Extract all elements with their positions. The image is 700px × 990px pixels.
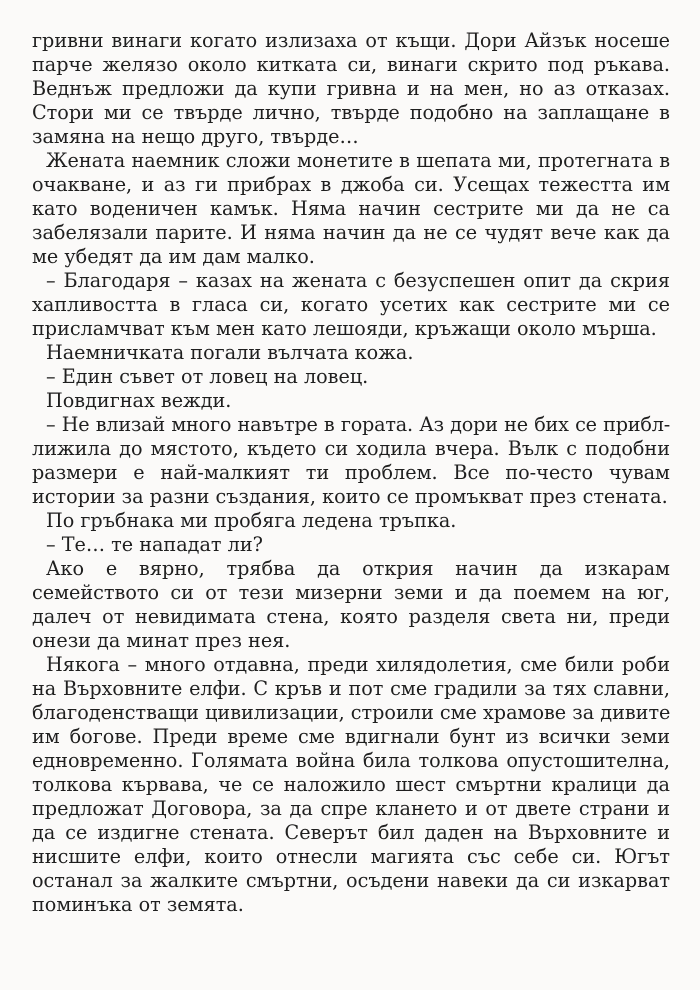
- text-line: – Не влизай много навътре в гората. Аз дори не бих се прибл-: [46, 413, 670, 436]
- text-line: предложат Договора, за да спре клането и от двете страни и: [32, 797, 670, 820]
- text-line: онези да минат през нея.: [32, 629, 291, 652]
- text-line: – Те… те нападат ли?: [46, 533, 263, 556]
- text-line: нисшите елфи, които отнесли магията със себе си. Югът: [32, 845, 670, 868]
- text-line: Ако е вярно, трябва да открия начин да изкарам: [46, 557, 670, 580]
- text-line: присламчват към мен като лешояди, кръжащи около мърша.: [32, 317, 657, 340]
- text-line: благоденстващи цивилизации, строили сме храмове за дивите: [32, 701, 671, 724]
- text-line: Жената наемник сложи монетите в шепата ми, протегната в: [46, 149, 670, 172]
- text-line: като воденичен камък. Няма начин сестрите ми да не са: [32, 197, 670, 220]
- text-line: едновременно. Голямата война била толкова опустошителна,: [32, 749, 670, 772]
- text-line: очакване, и аз ги прибрах в джоба си. Усещах тежестта им: [32, 173, 670, 196]
- text-line: По гръбнака ми пробяга ледена тръпка.: [46, 509, 457, 532]
- text-line: Наемничката погали вълчата кожа.: [46, 341, 414, 364]
- text-line: замяна на нещо друго, твърде…: [32, 125, 359, 148]
- text-line: Стори ми се твърде лично, твърде подобно на заплащане в: [32, 101, 670, 124]
- text-line: семейството си от тези мизерни земи и да поемем на юг,: [32, 581, 670, 604]
- text-line: лижила до мястото, където си ходила вчера. Вълк с подобни: [32, 437, 670, 460]
- text-line: гривни винаги когато излизаха от къщи. Дори Айзък носеше: [32, 29, 670, 52]
- text-line: поминъка от земята.: [32, 893, 244, 916]
- book-page-text: [32, 29, 670, 917]
- text-line: размери е най-малкият ти проблем. Все по-често чувам: [32, 461, 670, 484]
- text-line: далеч от невидимата стена, която разделя света ни, преди: [32, 605, 670, 628]
- text-line: на Върховните елфи. С кръв и пот сме градили за тях славни,: [32, 677, 670, 700]
- text-line: – Един съвет от ловец на ловец.: [46, 365, 369, 388]
- text-line: ме убедят да им дам малко.: [32, 245, 315, 268]
- text-line: да се издигне стената. Северът бил даден на Върховните и: [32, 821, 670, 844]
- text-line: парче желязо около китката си, винаги скрито под ръкава.: [32, 53, 670, 76]
- text-line: хапливостта в гласа си, когато усетих как сестрите ми се: [32, 293, 670, 316]
- text-line: Някога – много отдавна, преди хилядолетия, сме били роби: [46, 653, 670, 676]
- text-line: толкова кървава, че се наложило шест смъртни кралици да: [32, 773, 670, 796]
- text-line: – Благодаря – казах на жената с безуспешен опит да скрия: [46, 269, 670, 292]
- text-line: Повдигнах вежди.: [46, 389, 232, 412]
- text-line: Веднъж предложи да купи гривна и на мен, но аз отказах.: [32, 77, 670, 100]
- text-line: им богове. Преди време сме вдигнали бунт из всички земи: [32, 725, 670, 748]
- text-line: останал за жалките смъртни, осъдени навеки да си изкарват: [32, 869, 670, 892]
- text-line: истории за разни създания, които се промъкват през стената.: [32, 485, 668, 508]
- text-line: забелязали парите. И няма начин да не се чудят вече как да: [32, 221, 670, 244]
